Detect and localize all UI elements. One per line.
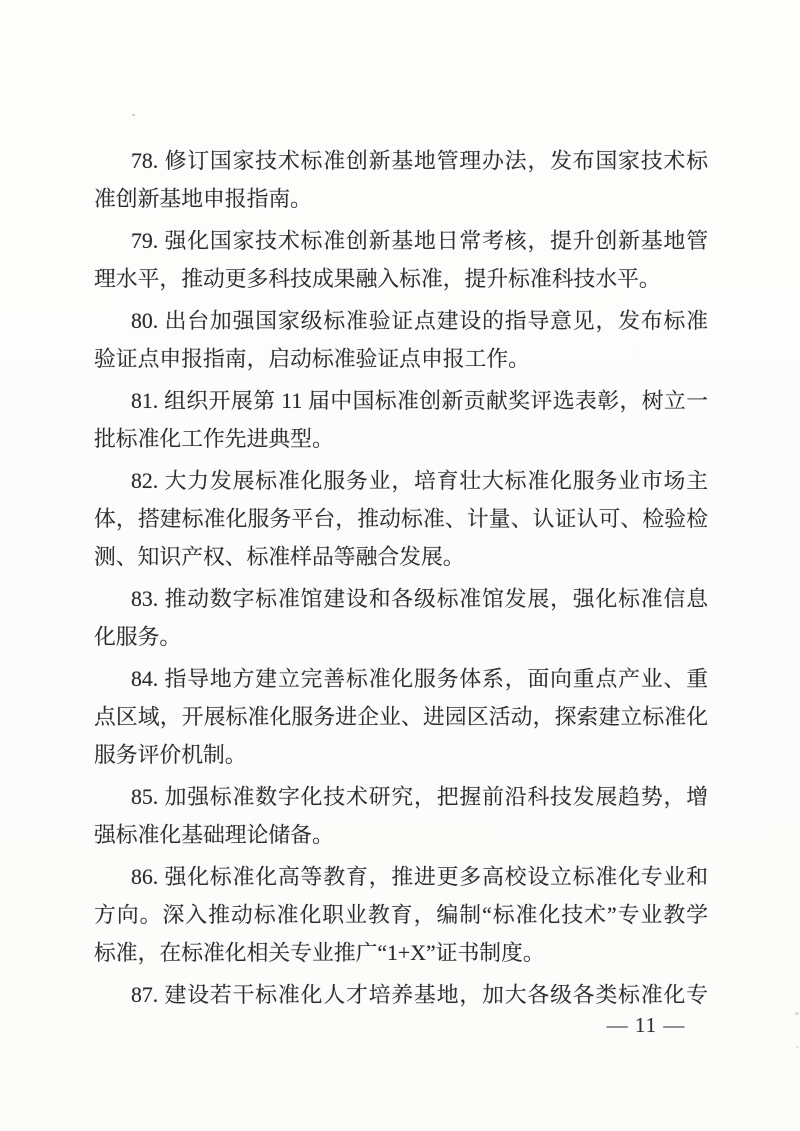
paragraph-item-87: [94, 976, 708, 1014]
text-line: 化服务。: [94, 625, 182, 649]
text-line: 86. 强化标准化高等教育，推进更多高校设立标准化专业和: [131, 865, 708, 889]
text-line: 理水平，推动更多科技成果融入标准，提升标准科技水平。: [94, 267, 661, 291]
scan-speck: [132, 114, 135, 116]
paragraph-item-86: [94, 858, 708, 972]
text-line: 79. 强化国家技术标准创新基地日常考核，提升创新基地管: [131, 229, 708, 253]
text-line: 方向。深入推动标准化职业教育，编制“标准化技术”专业教学: [94, 903, 708, 927]
text-line: 87. 建设若干标准化人才培养基地，加大各级各类标准化专: [131, 983, 708, 1007]
text-line: 体，搭建标准化服务平台，推动标准、计量、认证认可、检验检: [94, 507, 708, 531]
paragraph-item-82: [94, 462, 708, 576]
text-line: 78. 修订国家技术标准创新基地管理办法，发布国家技术标: [131, 149, 708, 173]
text-line: 80. 出台加强国家级标准验证点建设的指导意见，发布标准: [131, 309, 708, 333]
paragraph-item-84: [94, 660, 708, 774]
paragraph-item-78: [94, 142, 708, 218]
paragraph-item-85: [94, 778, 708, 854]
paragraph-item-80: [94, 302, 708, 378]
text-line: 82. 大力发展标准化服务业，培育壮大标准化服务业市场主: [131, 469, 708, 493]
text-line: 标准，在标准化相关专业推广“1+X”证书制度。: [94, 941, 545, 965]
scan-speck: [795, 1012, 799, 1015]
page-number: — 11 —: [606, 1013, 686, 1037]
text-line: 服务评价机制。: [94, 743, 247, 767]
paragraph-item-83: [94, 580, 708, 656]
scan-speck: [796, 1046, 799, 1048]
text-line: 测、知识产权、标准样品等融合发展。: [94, 545, 465, 569]
text-line: 验证点申报指南，启动标准验证点申报工作。: [94, 347, 530, 371]
text-line: 批标准化工作先进典型。: [94, 427, 334, 451]
paragraph-item-81: [94, 382, 708, 458]
text-line: 84. 指导地方建立完善标准化服务体系，面向重点产业、重: [131, 667, 708, 691]
text-line: 85. 加强标准数字化技术研究，把握前沿科技发展趋势，增: [131, 785, 708, 809]
text-line: 准创新基地申报指南。: [94, 187, 312, 211]
paragraph-item-79: [94, 222, 708, 298]
text-line: 点区域，开展标准化服务进企业、进园区活动，探索建立标准化: [94, 705, 708, 729]
text-line: 强标准化基础理论储备。: [94, 823, 334, 847]
text-line: 83. 推动数字标准馆建设和各级标准馆发展，强化标准信息: [131, 587, 708, 611]
text-line: 81. 组织开展第 11 届中国标准创新贡献奖评选表彰，树立一: [131, 389, 708, 413]
document-content: [94, 142, 708, 1018]
